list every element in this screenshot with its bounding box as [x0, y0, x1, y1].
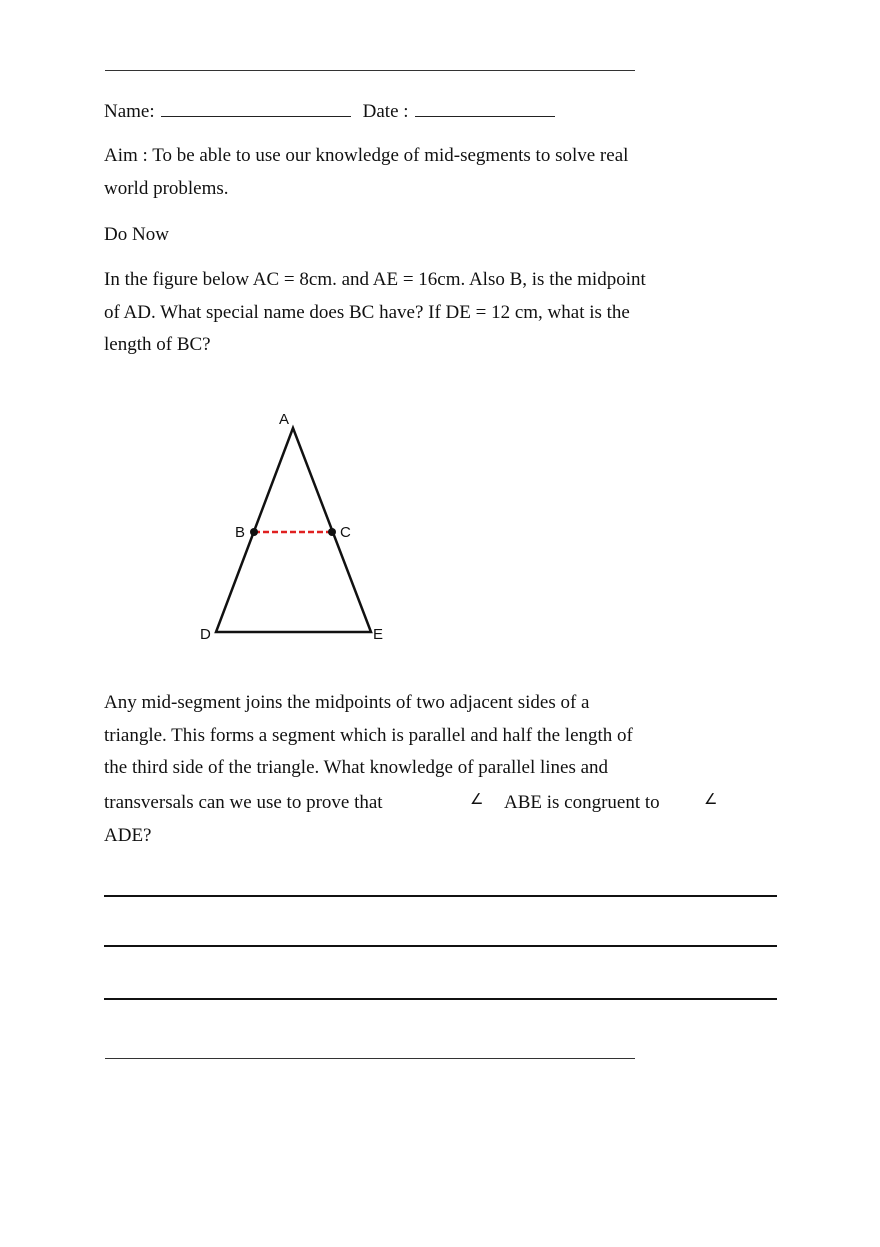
label-e: E [373, 626, 384, 643]
label-a: A [279, 411, 290, 428]
label-c: C [340, 524, 351, 541]
mid-line-3: the third side of the triangle. What knowledge of parallel lines and [104, 757, 609, 778]
name-blank[interactable] [161, 99, 351, 117]
mid-line-2: triangle. This forms a segment which is parallel and half the length of [104, 724, 633, 746]
problem-line-2: of AD. What special name does BC have? If DE = 12 cm, what is the [104, 301, 630, 323]
do-now-heading: Do Now [104, 224, 169, 245]
mid-line-4-middle: ABE is congruent to [504, 792, 660, 813]
midsegment-paragraph [104, 687, 724, 785]
date-blank[interactable] [415, 99, 555, 117]
answer-line-2[interactable] [104, 945, 777, 947]
name-date-row [104, 99, 555, 123]
do-now-problem [104, 264, 704, 362]
problem-line-3: length of BC? [104, 334, 211, 355]
angle-symbol-icon: ∠ [470, 790, 484, 808]
mid-line-5: ADE? [104, 825, 152, 846]
answer-line-1[interactable] [104, 895, 777, 897]
label-d: D [200, 626, 211, 643]
label-b: B [235, 524, 246, 541]
mid-line-4-start: transversals can we use to prove that [104, 792, 383, 813]
name-label: Name: [104, 101, 155, 122]
triangle-figure [190, 405, 400, 650]
problem-line-1: In the figure below AC = 8cm. and AE = 16cm. Also B, is the midpoint [104, 269, 646, 290]
mid-line-1: Any mid-segment joins the midpoints of two adjacent sides of a [104, 692, 590, 713]
point-c [328, 528, 336, 536]
aim-line-2: world problems. [104, 177, 229, 199]
angle-symbol-icon-2: ∠ [704, 790, 718, 808]
top-rule [105, 70, 635, 71]
bottom-rule [105, 1058, 635, 1059]
date-label: Date : [362, 101, 409, 122]
aim-line-1: Aim : To be able to use our knowledge of mid-segments to solve real [104, 145, 629, 166]
answer-line-3[interactable] [104, 998, 777, 1000]
point-b [250, 528, 258, 536]
aim-paragraph [104, 140, 704, 205]
